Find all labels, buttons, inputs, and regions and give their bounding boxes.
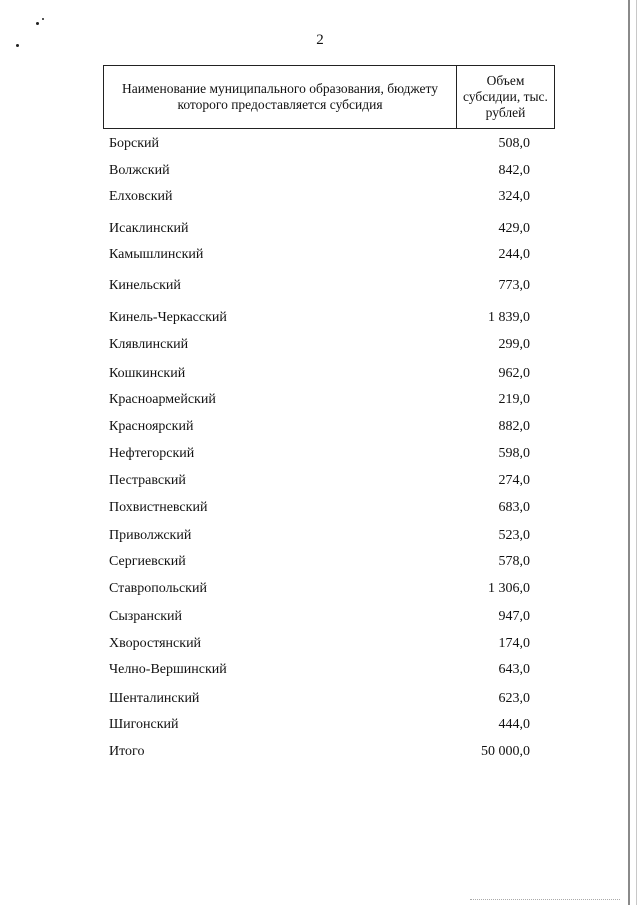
table-row (0, 717, 640, 737)
municipality-name: Шенталинский (109, 691, 200, 706)
subsidy-amount: 962,0 (498, 366, 530, 381)
table-row (0, 446, 640, 466)
table-row (0, 221, 640, 241)
subsidy-amount: 1 306,0 (488, 581, 530, 596)
subsidy-amount: 299,0 (498, 337, 530, 352)
total-amount: 50 000,0 (481, 744, 530, 759)
subsidy-amount: 444,0 (498, 717, 530, 732)
municipality-name: Волжский (109, 163, 170, 178)
municipality-name: Красноармейский (109, 392, 216, 407)
subsidy-amount: 623,0 (498, 691, 530, 706)
subsidy-amount: 523,0 (498, 528, 530, 543)
municipality-name: Сергиевский (109, 554, 186, 569)
table-row (0, 662, 640, 682)
subsidy-amount: 842,0 (498, 163, 530, 178)
subsidy-amount: 508,0 (498, 136, 530, 151)
subsidy-amount: 219,0 (498, 392, 530, 407)
subsidy-amount: 598,0 (498, 446, 530, 461)
municipality-name: Клявлинский (109, 337, 189, 352)
table-row (0, 419, 640, 439)
table-row (0, 581, 640, 601)
table-row (0, 392, 640, 412)
table-row (0, 366, 640, 386)
subsidy-amount: 429,0 (498, 221, 530, 236)
table-row (0, 554, 640, 574)
table-row (0, 189, 640, 209)
municipality-name: Нефтегорский (109, 446, 195, 461)
scan-artifact-dots (470, 899, 620, 901)
subsidy-amount: 1 839,0 (488, 310, 530, 325)
table-row (0, 310, 640, 330)
column-header-municipality: Наименование муниципального образования, бюджету которого предоставляется субсидия (104, 66, 457, 128)
municipality-name: Похвистневский (109, 500, 208, 515)
table-row (0, 528, 640, 548)
municipality-name: Шигонский (109, 717, 179, 732)
subsidy-amount: 244,0 (498, 247, 530, 262)
subsidy-amount: 947,0 (498, 609, 530, 624)
municipality-name: Ставропольский (109, 581, 207, 596)
municipality-name: Кошкинский (109, 366, 186, 381)
municipality-name: Приволжский (109, 528, 192, 543)
table-row (0, 337, 640, 357)
table-row (0, 136, 640, 156)
table-row (0, 247, 640, 267)
subsidy-amount: 882,0 (498, 419, 530, 434)
subsidy-amount: 773,0 (498, 278, 530, 293)
subsidy-amount: 578,0 (498, 554, 530, 569)
total-row (0, 744, 640, 764)
table-row (0, 691, 640, 711)
total-label: Итого (109, 744, 145, 759)
subsidy-amount: 324,0 (498, 189, 530, 204)
municipality-name: Камышлинский (109, 247, 204, 262)
table-row (0, 473, 640, 493)
municipality-name: Кинельский (109, 278, 181, 293)
subsidy-amount: 174,0 (498, 636, 530, 651)
municipality-name: Кинель-Черкасский (109, 310, 227, 325)
municipality-name: Елховский (109, 189, 173, 204)
municipality-name: Исаклинский (109, 221, 189, 236)
page-number: 2 (316, 32, 324, 48)
table-row (0, 636, 640, 656)
table-row (0, 278, 640, 298)
subsidy-amount: 643,0 (498, 662, 530, 677)
municipality-name: Челно-Вершинский (109, 662, 227, 677)
municipality-name: Пестравский (109, 473, 186, 488)
municipality-name: Красноярский (109, 419, 194, 434)
municipality-name: Борский (109, 136, 160, 151)
municipality-name: Сызранский (109, 609, 182, 624)
municipality-name: Хворостянский (109, 636, 202, 651)
column-header-subsidy-volume: Объем субсидии, тыс. рублей (463, 73, 548, 120)
subsidy-amount: 274,0 (498, 473, 530, 488)
table-row (0, 163, 640, 183)
table-row (0, 500, 640, 520)
subsidy-amount: 683,0 (498, 500, 530, 515)
table-row (0, 609, 640, 629)
